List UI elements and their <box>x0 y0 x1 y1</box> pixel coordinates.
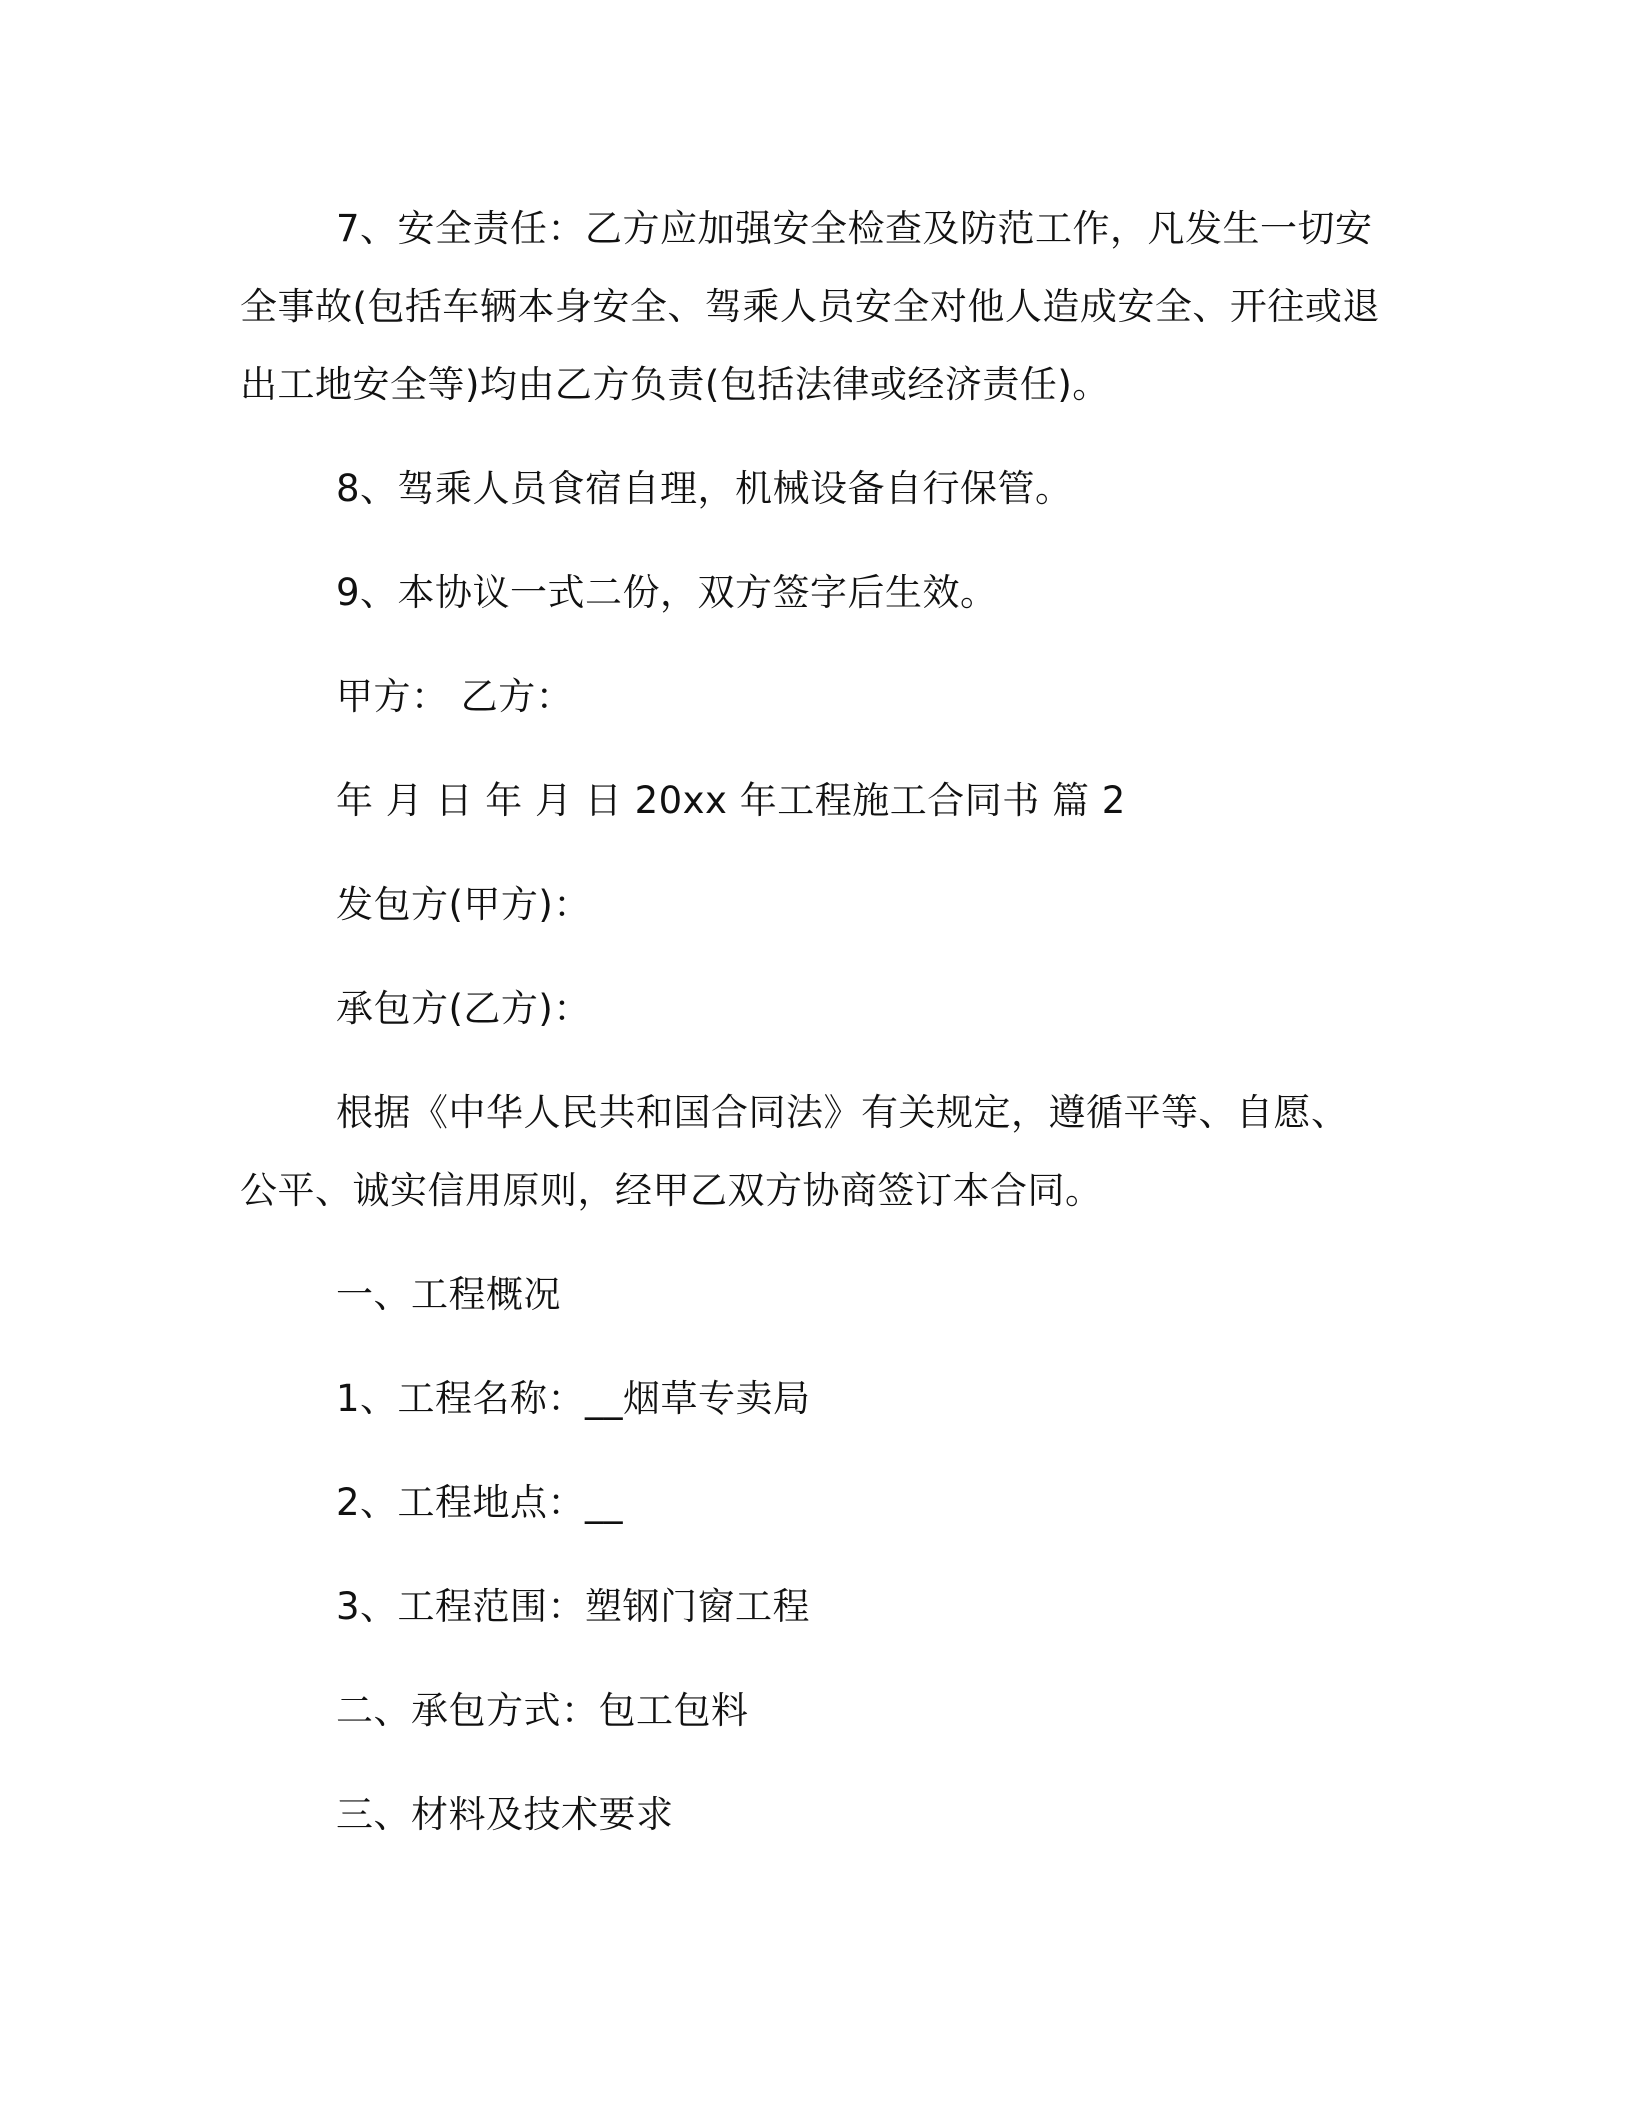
section-2-contract-method: 二、承包方式：包工包料 <box>336 1689 749 1732</box>
party-b-contractor: 承包方(乙方)： <box>336 987 591 1030</box>
date-line-and-section-title: 年 月 日 年 月 日 20xx 年工程施工合同书 篇 2 <box>336 779 1126 822</box>
section-1-heading: 一、工程概况 <box>336 1273 561 1316</box>
clause-8-meals-equipment: 8、驾乘人员食宿自理，机械设备自行保管。 <box>336 467 1073 510</box>
project-scope: 3、工程范围：塑钢门窗工程 <box>336 1585 811 1628</box>
clause-9-copies-effective: 9、本协议一式二份，双方签字后生效。 <box>336 571 998 614</box>
signature-parties-line: 甲方： 乙方： <box>336 675 574 718</box>
clause-7-safety-responsibility: 7、安全责任：乙方应加强安全检查及防范工作，凡发生一切安全事故(包括车辆本身安全、驾乘人员安全对他人造成安全、开往或退出工地安全等)均由乙方负责(包括法律或经济责任)。 <box>240 207 1380 406</box>
project-name: 1、工程名称：__烟草专卖局 <box>336 1377 811 1420</box>
party-a-employer: 发包方(甲方)： <box>336 883 591 926</box>
section-3-heading: 三、材料及技术要求 <box>336 1793 674 1836</box>
contract-preamble: 根据《中华人民共和国合同法》有关规定，遵循平等、自愿、公平、诚实信用原则，经甲乙双方协商签订本合同。 <box>240 1091 1349 1212</box>
document-body <box>240 190 1380 1880</box>
project-location: 2、工程地点：__ <box>336 1481 624 1524</box>
